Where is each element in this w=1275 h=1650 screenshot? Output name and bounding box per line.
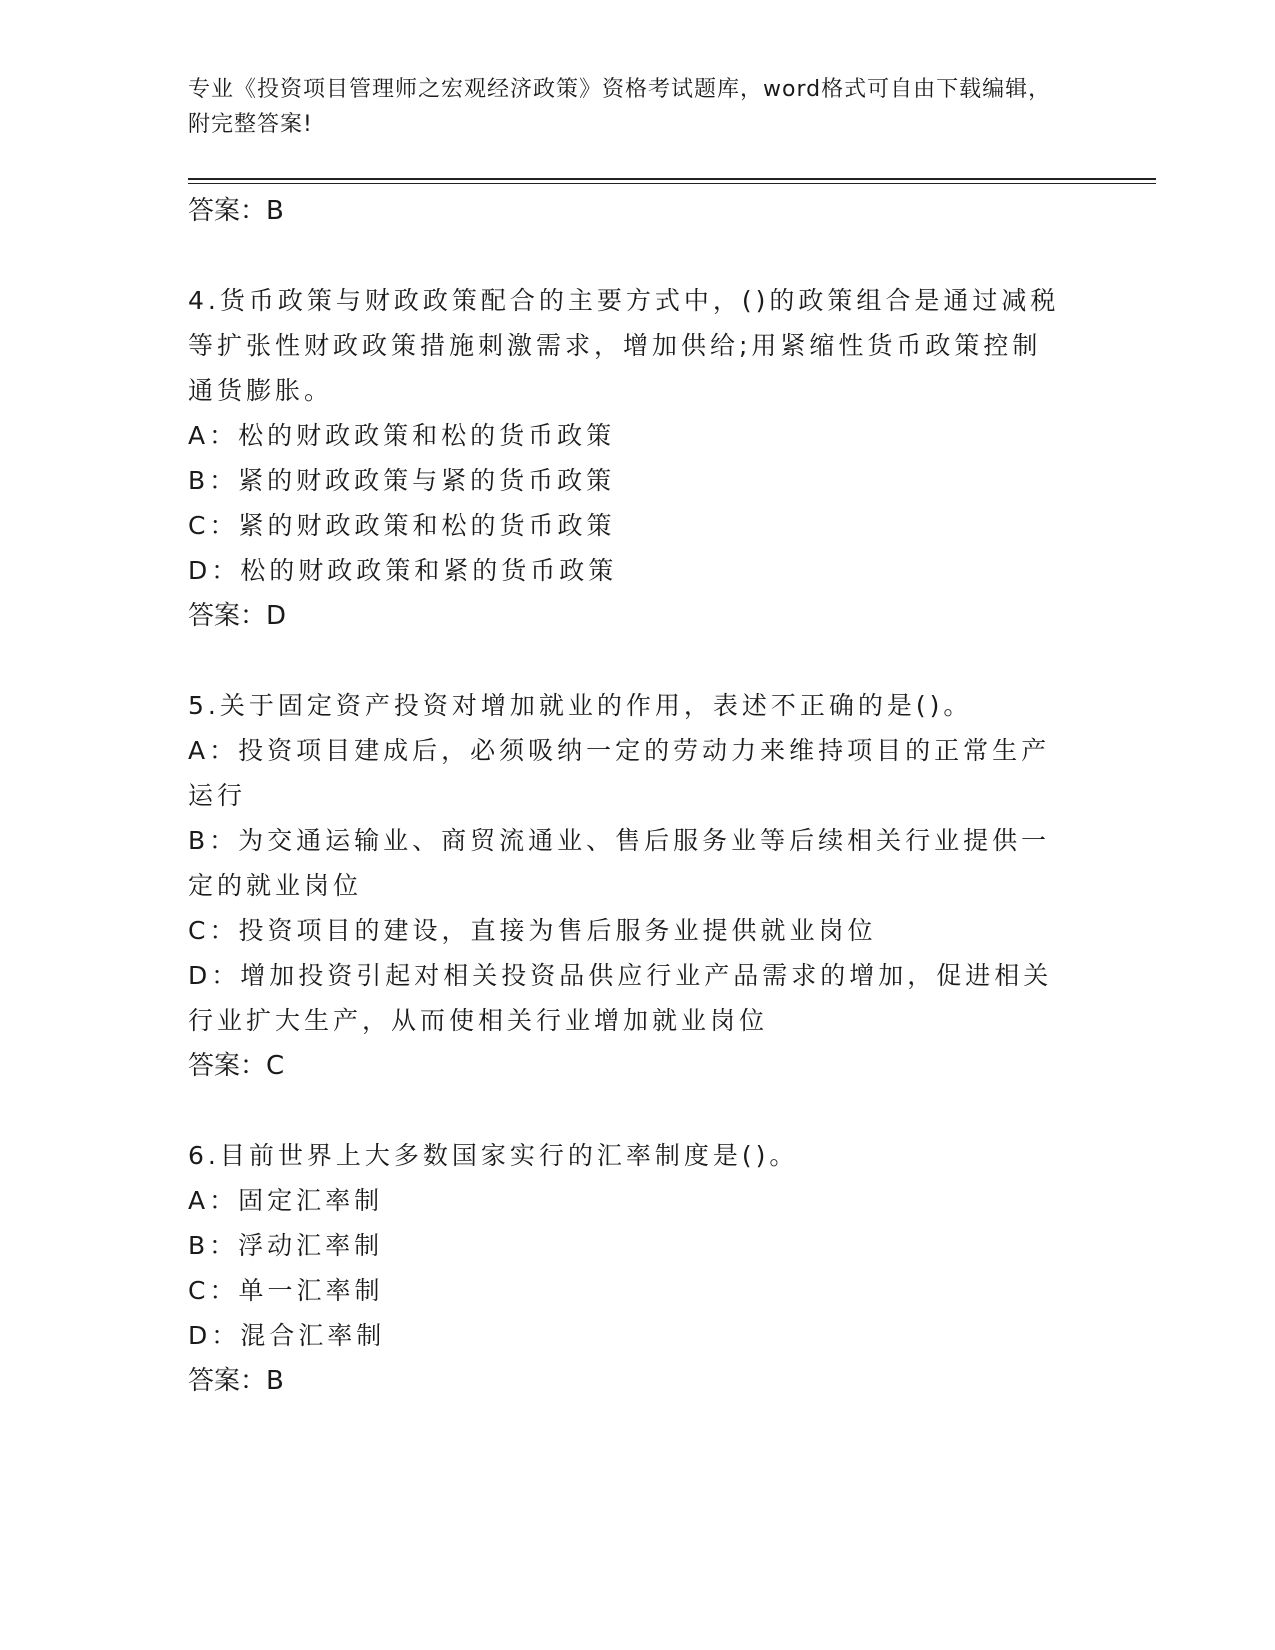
question-list [188,188,1068,1404]
previous-answer: 答案：B [188,196,284,226]
question-6 [188,1133,1068,1404]
document-header: 专业《投资项目管理师之宏观经济政策》资格考试题库，word格式可自由下载编辑，附完整答案! [188,77,1052,137]
option-c: C：投资项目的建设，直接为售后服务业提供就业岗位 [188,916,877,945]
option-d: D：松的财政政策和紧的货币政策 [188,556,618,585]
answer: 答案：D [188,601,287,631]
option-a: A：投资项目建成后，必须吸纳一定的劳动力来维持项目的正常生产运行 [188,736,1051,810]
option-d: D：混合汇率制 [188,1321,386,1350]
option-b: B：为交通运输业、商贸流通业、售后服务业等后续相关行业提供一定的就业岗位 [188,826,1051,900]
option-d: D：增加投资引起对相关投资品供应行业产品需求的增加，促进相关行业扩大生产，从而使相关行业增加就业岗位 [188,961,1053,1035]
option-b: B：紧的财政政策与紧的货币政策 [188,466,616,495]
question-stem: 5.关于固定资产投资对增加就业的作用，表述不正确的是()。 [188,691,973,720]
header-rule-thick [188,178,1156,180]
option-c: C：单一汇率制 [188,1276,384,1305]
answer: 答案：B [188,1366,284,1396]
question-5 [188,683,1068,1089]
header-rule-thin [188,183,1156,184]
option-a: A：固定汇率制 [188,1186,384,1215]
option-a: A：松的财政政策和松的货币政策 [188,421,616,450]
question-stem: 4.货币政策与财政政策配合的主要方式中，()的政策组合是通过减税等扩张性财政政策措施刺激需求，增加供给;用紧缩性货币政策控制通货膨胀。 [188,286,1060,405]
option-b: B：浮动汇率制 [188,1231,384,1260]
answer: 答案：C [188,1051,285,1081]
question-stem: 6.目前世界上大多数国家实行的汇率制度是()。 [188,1141,799,1170]
option-c: C：紧的财政政策和松的货币政策 [188,511,616,540]
question-4 [188,278,1068,639]
